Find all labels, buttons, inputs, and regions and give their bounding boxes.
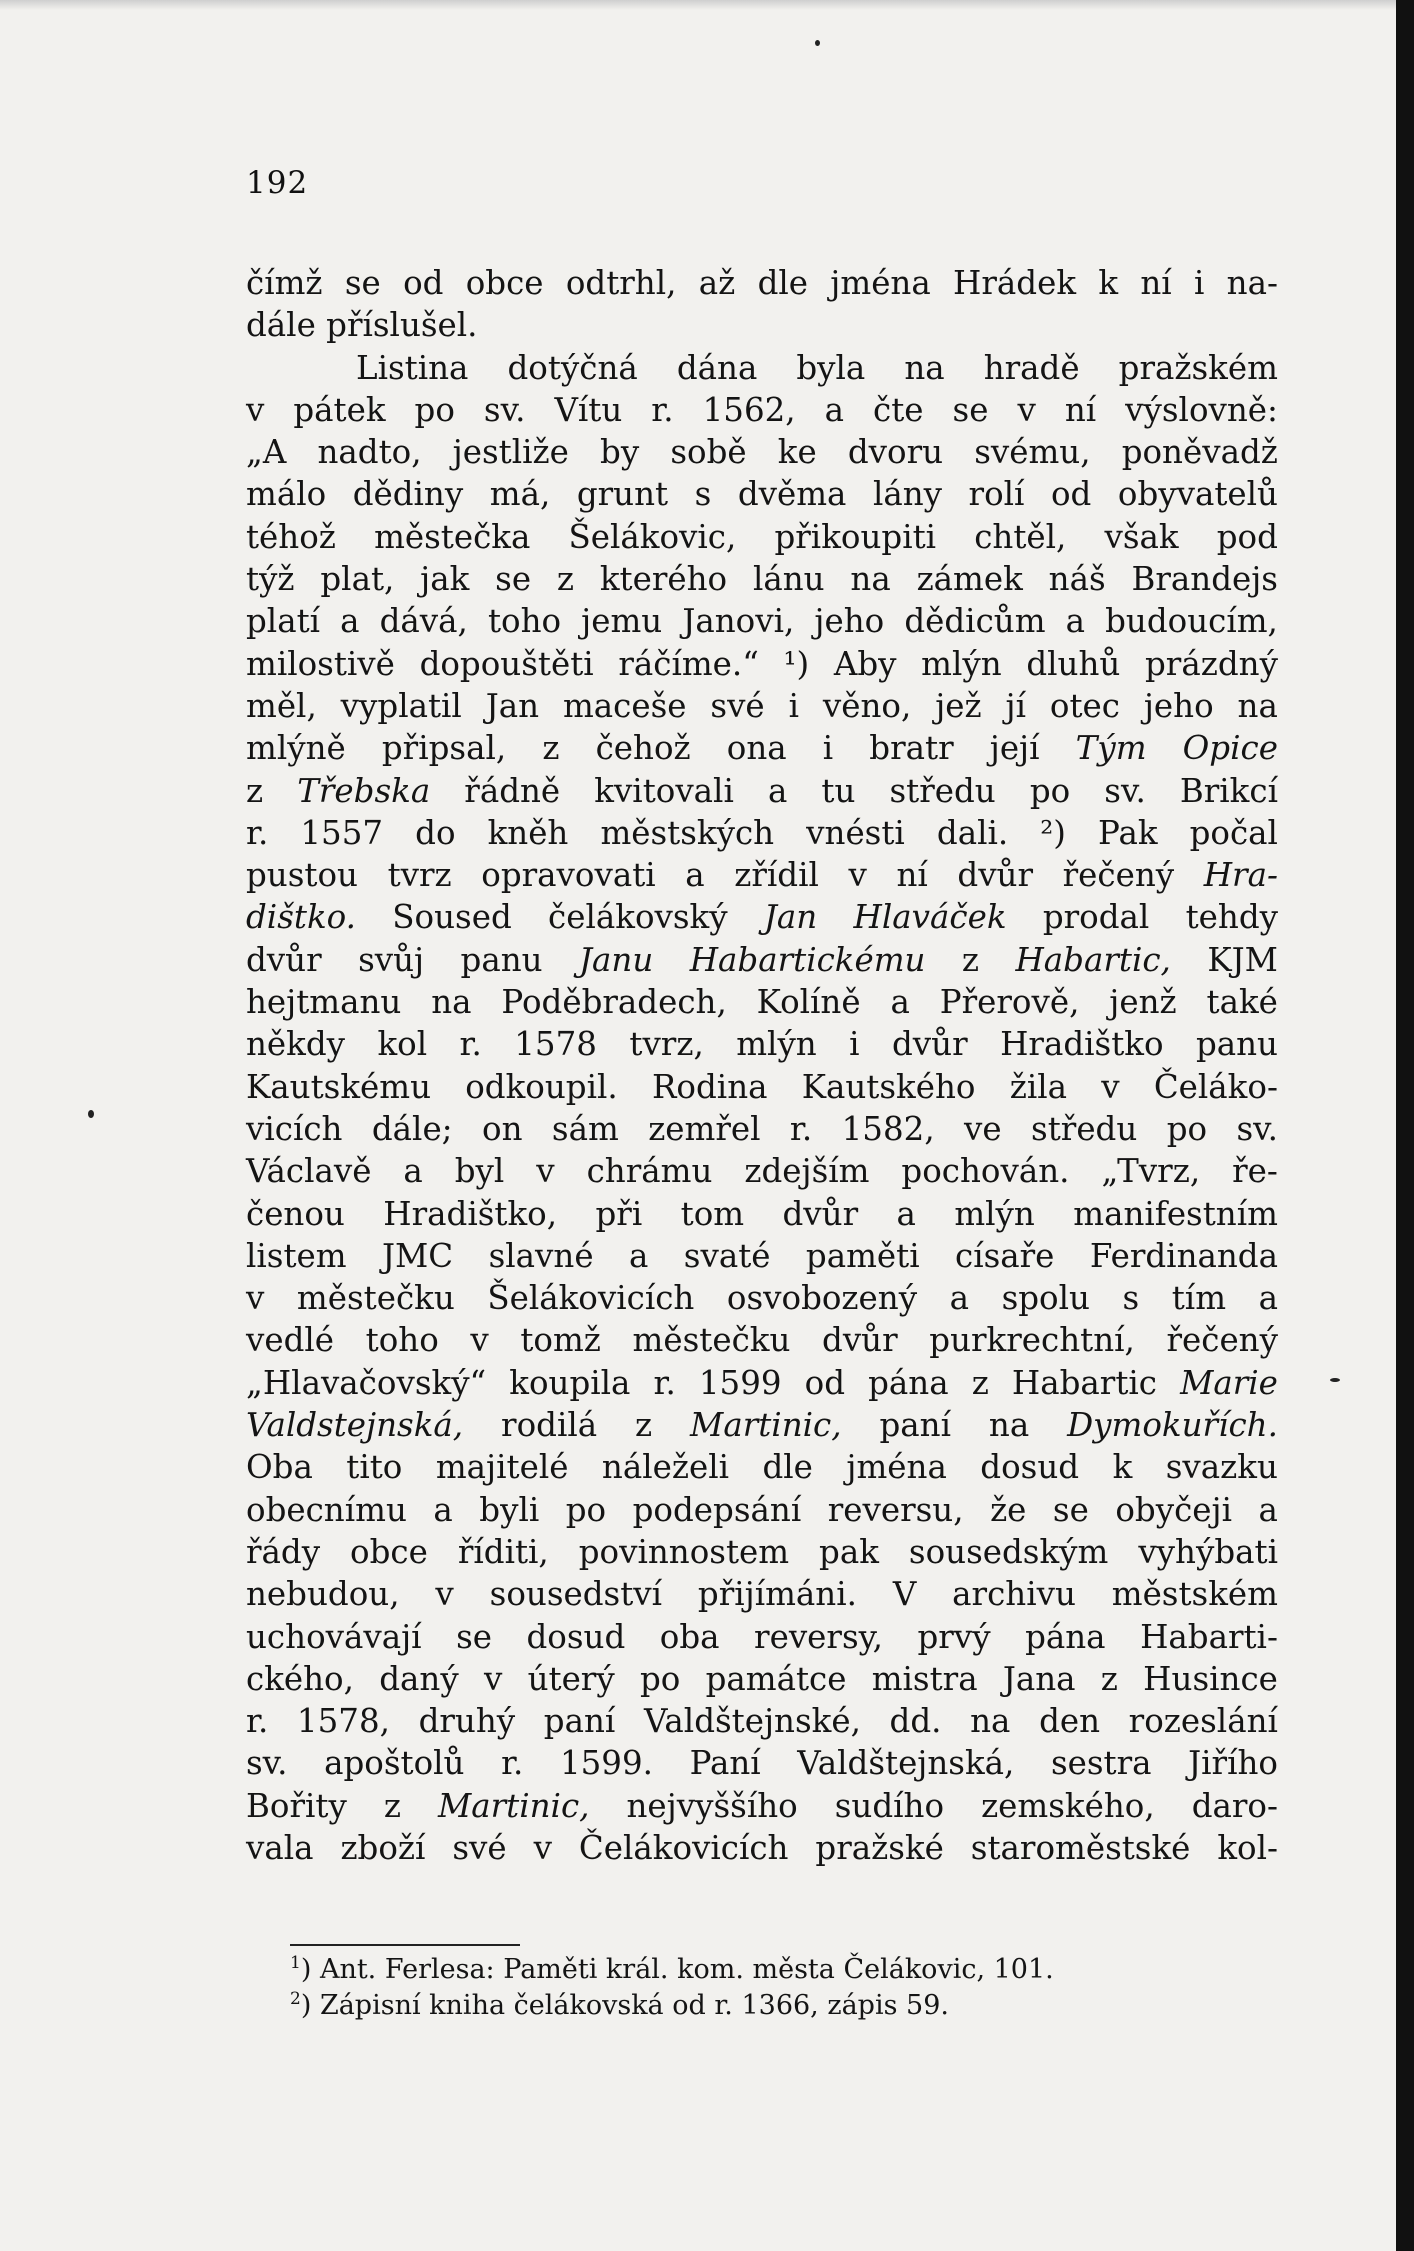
text-line: měl, vyplatil Jan maceše své i věno, jež jí otec jeho na	[246, 686, 1278, 725]
text-line: Bořity z Martinic, nejvyššího sudího zemského, daro-	[246, 1786, 1278, 1825]
footnote-1-mark: 1	[290, 1953, 301, 1973]
page-number: 192	[246, 165, 309, 201]
page-top-shadow	[0, 0, 1396, 10]
text-line: dvůr svůj panu Janu Habartickému z Habartic, KJM	[246, 940, 1278, 979]
body-text	[246, 262, 1278, 1869]
text-line: dále příslušel.	[246, 306, 478, 345]
text-line: r. 1578, druhý paní Valdštejnské, dd. na den rozeslání	[246, 1702, 1278, 1741]
text-line: čenou Hradištko, při tom dvůr a mlýn manifestním	[246, 1194, 1278, 1233]
footnote-2-text: ) Zápisní kniha čelákovská od r. 1366, zápis 59.	[300, 1990, 949, 2021]
text-line: uchovávají se dosud oba reversy, prvý pána Habarti-	[246, 1617, 1278, 1656]
text-line: „A nadto, jestliže by sobě ke dvoru svému, poněvadž	[246, 433, 1278, 472]
text-line: „Hlavačovský“ koupila r. 1599 od pána z Habartic Marie	[246, 1363, 1278, 1402]
text-line: platí a dává, toho jemu Janovi, jeho dědicům a budoucím,	[246, 602, 1278, 641]
footnote-1-text: ) Ant. Ferlesa: Paměti král. kom. města Čelákovic, 101.	[300, 1954, 1054, 1985]
text-line: někdy kol r. 1578 tvrz, mlýn i dvůr Hradištko panu	[246, 1025, 1278, 1064]
text-line: listem JMC slavné a svaté paměti císaře Ferdinanda	[246, 1236, 1278, 1275]
text-line: hejtmanu na Poděbradech, Kolíně a Přerově, jenž také	[246, 983, 1278, 1022]
footnote-separator	[290, 1944, 520, 1946]
text-line: r. 1557 do kněh městských vnésti dali. ²) Pak počal	[246, 813, 1278, 852]
text-line: čímž se od obce odtrhl, až dle jména Hrádek k ní i na-	[246, 264, 1278, 302]
text-line: Václavě a byl v chrámu zdejším pochován. „Tvrz, ře-	[246, 1152, 1278, 1191]
text-line: vala zboží své v Čelákovicích pražské staroměstské kol-	[246, 1828, 1278, 1867]
text-line: Listina dotýčná dána byla na hradě pražském	[356, 348, 1278, 387]
text-line: týž plat, jak se z kterého lánu na zámek náš Brandejs	[246, 560, 1278, 599]
footnotes	[290, 1952, 1250, 2024]
text-line: vedlé toho v tomž městečku dvůr purkrechtní, řečený	[246, 1321, 1278, 1360]
text-line: dištko. Soused čelákovský Jan Hlaváček prodal tehdy	[246, 898, 1278, 937]
text-line: v městečku Šelákovicích osvobozený a spolu s tím a	[246, 1279, 1278, 1318]
text-line: málo dědiny má, grunt s dvěma lány rolí od obyvatelů	[246, 475, 1278, 514]
footnote-2-mark: 2	[290, 1989, 301, 2009]
scan-border	[1396, 0, 1414, 2251]
text-line: nebudou, v sousedství přijímáni. V archivu městském	[246, 1575, 1278, 1614]
print-speck	[88, 1110, 94, 1118]
footnote-1	[290, 1952, 1250, 1988]
text-line: milostivě dopouštěti ráčíme.“ ¹) Aby mlýn dluhů prázdný	[246, 644, 1278, 683]
footnote-2	[290, 1988, 1250, 2024]
text-line: Valdstejnská, rodilá z Martinic, paní na Dymokuřích.	[246, 1406, 1278, 1445]
text-line: mlýně připsal, z čehož ona i bratr její Tým Opice	[246, 729, 1278, 768]
text-line: pustou tvrz opravovati a zřídil v ní dvůr řečený Hra-	[246, 856, 1278, 895]
text-line: téhož městečka Šelákovic, přikoupiti chtěl, však pod	[246, 517, 1278, 556]
text-line: obecnímu a byli po podepsání reversu, že se obyčeji a	[246, 1490, 1278, 1529]
text-line: řády obce říditi, povinnostem pak sousedským vyhýbati	[246, 1532, 1278, 1571]
print-speck	[1330, 1378, 1340, 1382]
print-speck	[815, 40, 820, 46]
text-line: sv. apoštolů r. 1599. Paní Valdštejnská, sestra Jiřího	[246, 1744, 1278, 1783]
text-line: z Třebska řádně kvitovali a tu středu po sv. Brikcí	[246, 771, 1278, 810]
text-line: vicích dále; on sám zemřel r. 1582, ve středu po sv.	[246, 1109, 1278, 1148]
text-line: Oba tito majitelé náleželi dle jména dosud k svazku	[246, 1448, 1278, 1487]
text-line: Kautskému odkoupil. Rodina Kautského žila v Čeláko-	[246, 1067, 1278, 1106]
text-line: ckého, daný v úterý po památce mistra Jana z Husince	[246, 1659, 1278, 1698]
text-line: v pátek po sv. Vítu r. 1562, a čte se v ní výslovně:	[246, 390, 1278, 429]
